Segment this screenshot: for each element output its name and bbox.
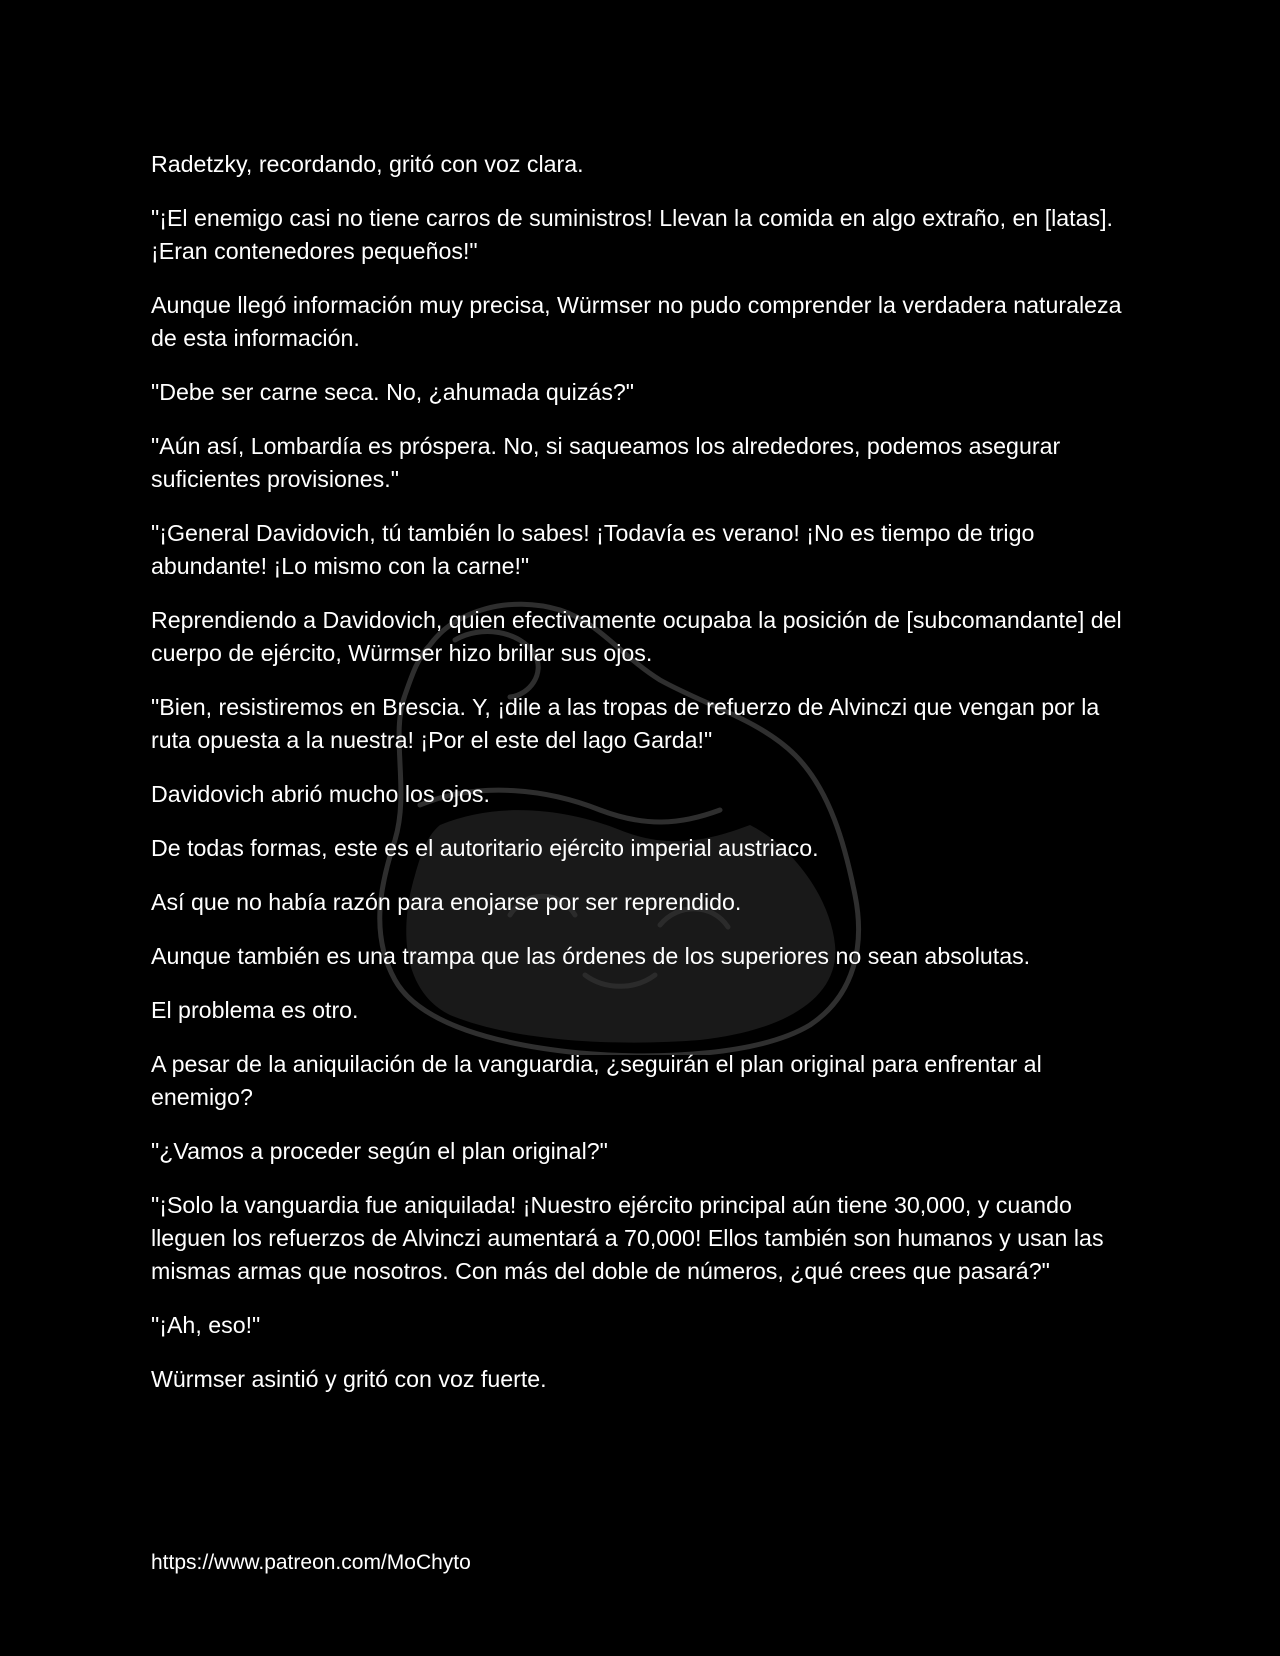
paragraph: Aunque también es una trampa que las órdenes de los superiores no sean absolutas. — [151, 943, 1031, 969]
paragraph: "¿Vamos a proceder según el plan original?" — [151, 1138, 608, 1164]
paragraph: Radetzky, recordando, gritó con voz clara. — [151, 151, 584, 177]
paragraph: "¡General Davidovich, tú también lo sabes! ¡Todavía es verano! ¡No es tiempo de trigo abundante! ¡Lo mismo con la carne!" — [151, 520, 1035, 579]
paragraph: De todas formas, este es el autoritario ejército imperial austriaco. — [151, 835, 819, 861]
paragraph: Reprendiendo a Davidovich, quien efectivamente ocupaba la posición de [subcomandante] del cuerpo de ejército, Würmser hizo brillar sus ojos. — [151, 607, 1122, 666]
paragraph: "Debe ser carne seca. No, ¿ahumada quizás?" — [151, 379, 635, 405]
paragraph: El problema es otro. — [151, 997, 359, 1023]
paragraph: "¡Ah, eso!" — [151, 1312, 261, 1338]
paragraph: Aunque llegó información muy precisa, Würmser no pudo comprender la verdadera naturaleza de esta información. — [151, 292, 1122, 351]
paragraph: "¡Solo la vanguardia fue aniquilada! ¡Nuestro ejército principal aún tiene 30,000, y cuando lleguen los refuerzos de Alvinczi aumentará a 70,000! Ellos también son humanos y usan las mismas armas que nosotros. Con más del doble de números, ¿qué crees que pasará?" — [151, 1192, 1104, 1284]
paragraph: "¡El enemigo casi no tiene carros de suministros! Llevan la comida en algo extraño, en [latas]. ¡Eran contenedores pequeños!" — [151, 205, 1113, 264]
paragraph: "Aún así, Lombardía es próspera. No, si saqueamos los alrededores, podemos asegurar suficientes provisiones." — [151, 433, 1061, 492]
paragraph: A pesar de la aniquilación de la vanguardia, ¿seguirán el plan original para enfrentar al enemigo? — [151, 1051, 1042, 1110]
paragraph: Würmser asintió y gritó con voz fuerte. — [151, 1366, 547, 1392]
paragraph: "Bien, resistiremos en Brescia. Y, ¡dile a las tropas de refuerzo de Alvinczi que vengan por la ruta opuesta a la nuestra! ¡Por el este del lago Garda!" — [151, 694, 1100, 753]
patreon-link[interactable]: https://www.patreon.com/MoChyto — [151, 1551, 471, 1574]
paragraph: Davidovich abrió mucho los ojos. — [151, 781, 490, 807]
story-text — [151, 148, 1136, 1417]
paragraph: Así que no había razón para enojarse por ser reprendido. — [151, 889, 742, 915]
